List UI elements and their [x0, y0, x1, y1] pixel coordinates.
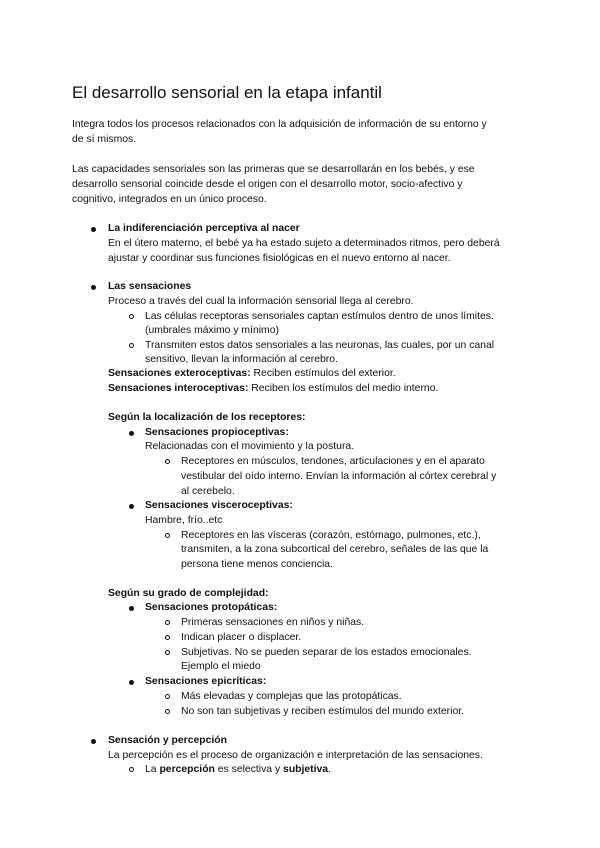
sub-bullet-icon [165, 635, 170, 640]
visceroceptivas-desc: Hambre, frío..etc [145, 515, 223, 526]
intro-p2-line3: cognitivo, integrados en un único proceso. [72, 194, 267, 205]
propioceptivas-sub-line2: vestibular del oído interno. Envían la información al córtex cerebral y [181, 471, 497, 482]
intro-p2-line2: desarrollo sensorial coincide desde el origen con el desarrollo motor, socio-afectivo y [72, 179, 463, 190]
sub-bullet-icon [129, 767, 134, 772]
visceroceptivas-heading: Sensaciones visceroceptivas: [145, 500, 293, 511]
protopaticas-item: Primeras sensaciones en niños y niñas. [181, 617, 365, 628]
sub-bullet-icon [129, 343, 134, 348]
sub-bullet-icon [165, 533, 170, 538]
propioceptivas-sub-line1: Receptores en músculos, tendones, articulaciones y en el aparato [181, 456, 485, 467]
s2-sub1-line2: (umbrales máximo y mínimo) [145, 325, 279, 336]
s3-sub-pre: La [145, 764, 160, 775]
sub-bullet-icon [165, 694, 170, 699]
s2-desc: Proceso a través del cual la información sensorial llega al cerebro. [108, 296, 414, 307]
sub-bullet-icon [165, 709, 170, 714]
sub-bullet-icon [165, 459, 170, 464]
visceroceptivas-sub-line3: persona tiene menos conciencia. [181, 559, 333, 570]
s1-line1: En el útero materno, el bebé ya ha estado sujeto a determinados ritmos, pero deberá [108, 238, 500, 249]
s2-sub2-line2: sensitivo, llevan la información al cerebro. [145, 354, 338, 365]
s3-sub-mid: es selectiva y [214, 764, 284, 775]
intro-p1-line1: Integra todos los procesos relacionados con la adquisición de información de su entorno y [72, 119, 487, 130]
bullet-icon [91, 227, 96, 232]
s3-sub-bold-subjetiva: subjetiva [283, 764, 329, 775]
exteroceptivas-label: Sensaciones exteroceptivas: [108, 368, 251, 379]
protopaticas-heading: Sensaciones protopáticas: [145, 602, 278, 613]
epicriticas-item: Más elevadas y complejas que las protopáticas. [181, 691, 402, 702]
section-heading-sensaciones: Las sensaciones [108, 281, 192, 292]
page-title: El desarrollo sensorial en la etapa infantil [72, 83, 382, 102]
bullet-icon [91, 739, 96, 744]
bullet-icon [129, 680, 134, 685]
interoceptivas-text: Reciben los estímulos del medio interno. [248, 383, 439, 394]
localizacion-heading: Según la localización de los receptores: [108, 412, 306, 423]
section-heading-indiferenciacion: La indiferenciación perceptiva al nacer [108, 223, 300, 234]
interoceptivas-label: Sensaciones interoceptivas: [108, 383, 249, 394]
visceroceptivas-sub-line1: Receptores en las vísceras (corazón, estómago, pulmones, etc.), [181, 530, 481, 541]
bullet-icon [91, 285, 96, 290]
intro-p1-line2: de sí mismos. [72, 134, 137, 145]
s2-sub2-line1: Transmiten estos datos sensoriales a las neuronas, las cuales, por un canal [145, 340, 495, 351]
epicriticas-item: No son tan subjetivas y reciben estímulos del mundo exterior. [181, 706, 465, 717]
sub-bullet-icon [165, 650, 170, 655]
complejidad-heading: Según su grado de complejidad: [108, 588, 269, 599]
s3-sub-line [145, 762, 331, 777]
protopaticas-item: Subjetivas. No se pueden separar de los estados emocionales. [181, 647, 472, 658]
visceroceptivas-sub-line2: transmiten, a la zona subcortical del cerebro, señales de las que la [181, 544, 489, 555]
s1-line2: ajustar y coordinar sus funciones fisiológicas en el nuevo entorno al nacer. [108, 253, 451, 264]
sub-bullet-icon [129, 314, 134, 319]
s3-sub-bold-percepcion: percepción [159, 764, 215, 775]
propioceptivas-heading: Sensaciones propioceptivas: [145, 427, 289, 438]
s2-sub1-line1: Las células receptoras sensoriales captan estímulos dentro de unos límites. [145, 311, 494, 322]
bullet-icon [129, 504, 134, 509]
exteroceptivas-text: Reciben estímulos del exterior. [250, 368, 396, 379]
protopaticas-item: Indican placer o displacer. [181, 632, 302, 643]
exteroceptivas-line [108, 366, 396, 381]
s3-desc: La percepción es el proceso de organización e interpretación de las sensaciones. [108, 750, 483, 761]
protopaticas-item-cont: Ejemplo el miedo [181, 661, 261, 672]
bullet-icon [129, 431, 134, 436]
propioceptivas-desc: Relacionadas con el movimiento y la postura. [145, 441, 355, 452]
propioceptivas-sub-line3: al cerebelo. [181, 486, 235, 497]
s3-sub-post: . [328, 764, 331, 775]
sub-bullet-icon [165, 620, 170, 625]
section-heading-sensacion-percepcion: Sensación y percepción [108, 735, 227, 746]
epicriticas-heading: Sensaciones epicríticas: [145, 676, 267, 687]
interoceptivas-line [108, 381, 438, 396]
intro-p2-line1: Las capacidades sensoriales son las primeras que se desarrollarán en los bebés, y ese [72, 164, 475, 175]
bullet-icon [129, 606, 134, 611]
